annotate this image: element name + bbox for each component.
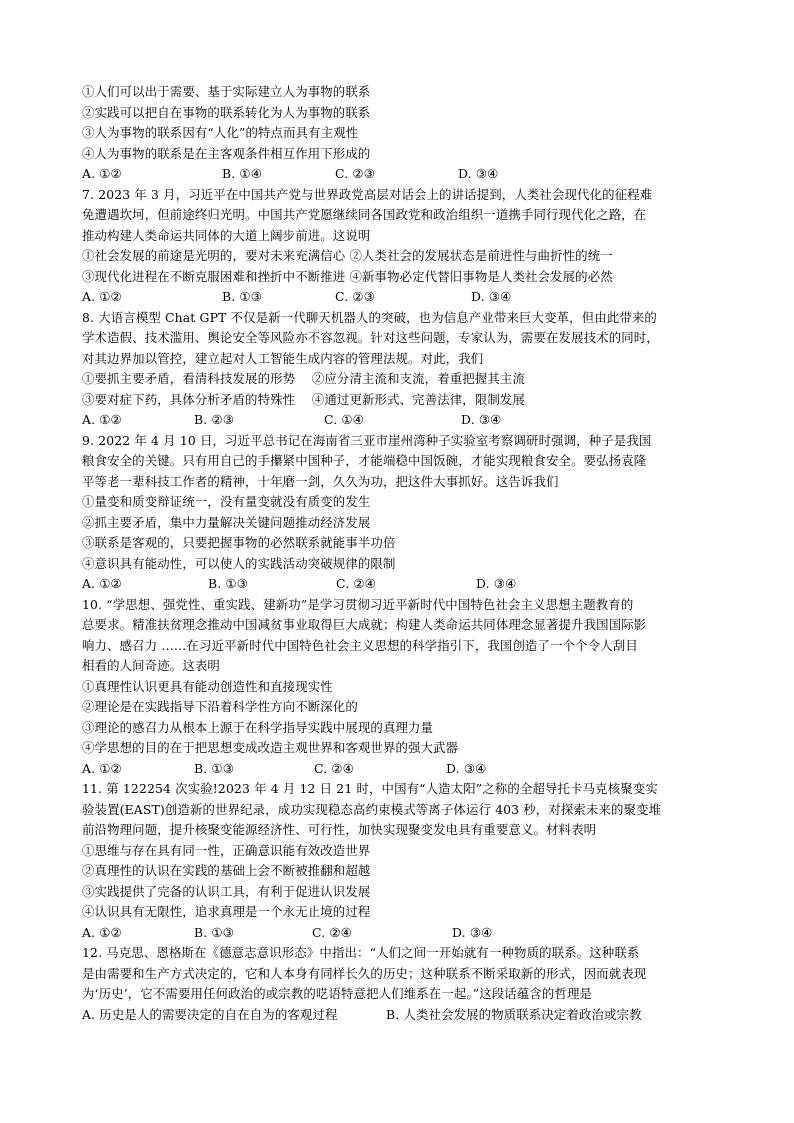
- question-stem-line: 12. 马克思、恩格斯在《德意志意识形态》中指出：“人们之间一开始就有一种物质的联系。这种联系: [82, 945, 640, 960]
- answer-options: [82, 410, 716, 431]
- statement-1: ①量变和质变辩证统一，没有量变就没有质变的发生: [82, 494, 371, 509]
- option-a[interactable]: A. ①②: [82, 166, 122, 181]
- question-9: [82, 431, 716, 595]
- statements-1-2: ①社会发展的前途是光明的，要对未来充满信心 ②人类社会的发展状态是前进性与曲折性的统一: [82, 248, 613, 263]
- question-10: [82, 595, 716, 780]
- option-a[interactable]: A. ①②: [82, 760, 122, 776]
- option-d[interactable]: D. ③④: [452, 924, 493, 940]
- statement-4: ④学思想的目的在于把思想变成改造主观世界和客观世界的强大武器: [82, 740, 459, 755]
- answer-options: [82, 1005, 716, 1026]
- option-c[interactable]: C. ②④: [314, 760, 354, 776]
- statements-1-2: ①要抓主要矛盾，看清科技发展的形势 ②应分清主流和支流，着重把握其主流: [82, 371, 526, 386]
- question-stem-line: 验装置(EAST)创造新的世界纪录，成功实现稳态高约束模式等离子体运行 403 秒，对探索未来的聚变堆: [82, 801, 662, 817]
- option-d[interactable]: D. ③④: [461, 412, 502, 427]
- question-stem-line: 学术造假、技术滥用、舆论安全等风险亦不容忽视。针对这些问题，专家认为，需要在发展技术的同时，: [82, 330, 659, 345]
- option-d[interactable]: D. ③④: [446, 760, 487, 776]
- statement-4: ④意识具有能动性，可以使人的实践活动突破规律的限制: [82, 555, 396, 571]
- option-c[interactable]: C. ①④: [324, 412, 364, 427]
- question-stem-line: 免遭遇坎坷，但前途终归光明。中国共产党愿继续同各国政党和政治组织一道携手同行现代化之路，在: [82, 207, 647, 222]
- option-c[interactable]: C. ②④: [312, 924, 352, 940]
- question-stem-line: 是由需要和生产方式决定的，它和人本身有同样长久的历史；这种联系不断采取新的形式，因而就表现: [82, 965, 647, 981]
- question-stem-line: 推动构建人类命运共同体的大道上阔步前进。这说明: [82, 227, 371, 243]
- question-stem-line: 总要求。精准扶贫理念推动中国减贫事业取得巨大成就；构建人类命运共同体理念显著提升我国国际影: [82, 617, 647, 632]
- question-stem-line: 7. 2023 年 3 月，习近平在中国共产党与世界政党高层对话会上的讲话提到，人类社会现代化的征程难: [82, 186, 653, 202]
- statement-4: ④人为事物的联系是在主客观条件相互作用下形成的: [82, 145, 371, 161]
- option-a[interactable]: A. ①②: [82, 576, 122, 591]
- statements-3-4: ③现代化进程在不断克服困难和挫折中不断推进 ④新事物必定代替旧事物是人类社会发展的必然: [82, 268, 613, 284]
- answer-options: [82, 574, 716, 595]
- answer-options: [82, 759, 716, 780]
- option-a[interactable]: A. ①②: [82, 412, 122, 427]
- question-11: [82, 779, 716, 943]
- answer-options: [82, 164, 716, 185]
- question-stem-line: 粮食安全的关键。只有用自己的手攥紧中国种子，才能端稳中国饭碗，才能实现粮食安全。要弘扬袁隆: [82, 453, 647, 468]
- option-b[interactable]: B. 人类社会发展的物质联系决定着政治或宗教: [386, 1006, 642, 1022]
- question-stem-line: 平等老一辈科技工作者的精神，十年磨一剑，久久为功，把这件大事抓好。这告诉我们: [82, 473, 559, 489]
- question-8: [82, 308, 716, 431]
- statement-1: ①人们可以出于需要、基于实际建立人为事物的联系: [82, 84, 371, 99]
- option-d[interactable]: D. ③④: [471, 289, 512, 304]
- statement-2: ②真理性的认识在实践的基础上会不断被推翻和超越: [82, 863, 371, 878]
- question-stem-line: 11. 第 122254 次实验!2023 年 4 月 12 日 21 时，中国有“人造太阳”之称的全超导托卡马克核聚变实: [82, 781, 658, 796]
- option-b[interactable]: B. ①④: [222, 166, 262, 181]
- statement-3: ③人为事物的联系因有“人化”的特点而具有主观性: [82, 125, 359, 140]
- question-stem-line: 相看的人间奇迹。这表明: [82, 658, 220, 673]
- answer-options: [82, 923, 716, 944]
- option-b[interactable]: B. ①③: [222, 289, 262, 304]
- answer-options: [82, 287, 716, 308]
- option-c[interactable]: C. ②④: [336, 576, 376, 591]
- question-stem-line: 对其边界加以管控，建立起对人工智能生成内容的管理法规。对此，我们: [82, 350, 484, 366]
- question-7: [82, 185, 716, 308]
- question-6-statements: [82, 82, 716, 185]
- statement-3: ③实践提供了完备的认识工具，有利于促进认识发展: [82, 883, 371, 899]
- statement-2: ②理论是在实践指导下沿着科学性方向不断深化的: [82, 699, 358, 714]
- question-stem-line: 9. 2022 年 4 月 10 日，习近平总书记在海南省三亚市崖州湾种子实验室考察调研时强调，种子是我国: [82, 432, 652, 448]
- option-b[interactable]: B. ①③: [208, 576, 248, 591]
- option-b[interactable]: B. ②③: [194, 412, 234, 427]
- option-c[interactable]: C. ②③: [335, 166, 375, 181]
- statement-2: ②抓主要矛盾，集中力量解决关键问题推动经济发展: [82, 514, 371, 530]
- question-12: [82, 943, 716, 1025]
- option-d[interactable]: D. ③④: [458, 166, 499, 181]
- statement-1: ①思维与存在具有同一性，正确意识能有效改造世界: [82, 842, 371, 858]
- statement-3: ③联系是客观的，只要把握事物的必然联系就能事半功倍: [82, 535, 396, 550]
- question-stem-line: 为‘历史’，它不需要用任何政治的或宗教的呓语特意把人们维系在一起。”这段话蕴含的哲理是: [82, 986, 593, 1001]
- statement-1: ①真理性认识更具有能动创造性和直接现实性: [82, 678, 333, 694]
- option-d[interactable]: D. ③④: [476, 576, 517, 591]
- exam-page: [82, 82, 716, 1025]
- option-a[interactable]: A. ①②: [82, 289, 122, 304]
- question-stem-line: 10. “学思想、强党性、重实践、建新功”是学习贯彻习近平新时代中国特色社会主义思想主题教育的: [82, 596, 634, 612]
- option-c[interactable]: C. ②③: [335, 289, 375, 304]
- statement-4: ④认识具有无限性，追求真理是一个永无止境的过程: [82, 904, 371, 919]
- question-stem-line: 前沿物理问题，提升核聚变能源经济性、可行性，加快实现聚变发电具有重要意义。材料表明: [82, 822, 597, 837]
- question-stem-line: 8. 大语言模型 Chat GPT 不仅是新一代聊天机器人的突破，也为信息产业带来巨大变革，但由此带来的: [82, 309, 657, 325]
- statement-3: ③理论的感召力从根本上源于在科学指导实践中展现的真理力量: [82, 719, 434, 735]
- option-a[interactable]: A. ①②: [82, 924, 122, 940]
- question-stem-line: 响力、感召力 ……在习近平新时代中国特色社会主义思想的科学指引下，我国创造了一个个令人刮目: [82, 637, 638, 653]
- option-b[interactable]: B. ①③: [194, 924, 234, 940]
- option-b[interactable]: B. ①③: [194, 760, 234, 776]
- statements-3-4: ③要对症下药，具体分析矛盾的特殊性 ④通过更新形式、完善法律，限制发展: [82, 391, 526, 407]
- statement-2: ②实践可以把自在事物的联系转化为人为事物的联系: [82, 104, 371, 120]
- option-a[interactable]: A. 历史是人的需要决定的自在自为的客观过程: [82, 1006, 338, 1022]
